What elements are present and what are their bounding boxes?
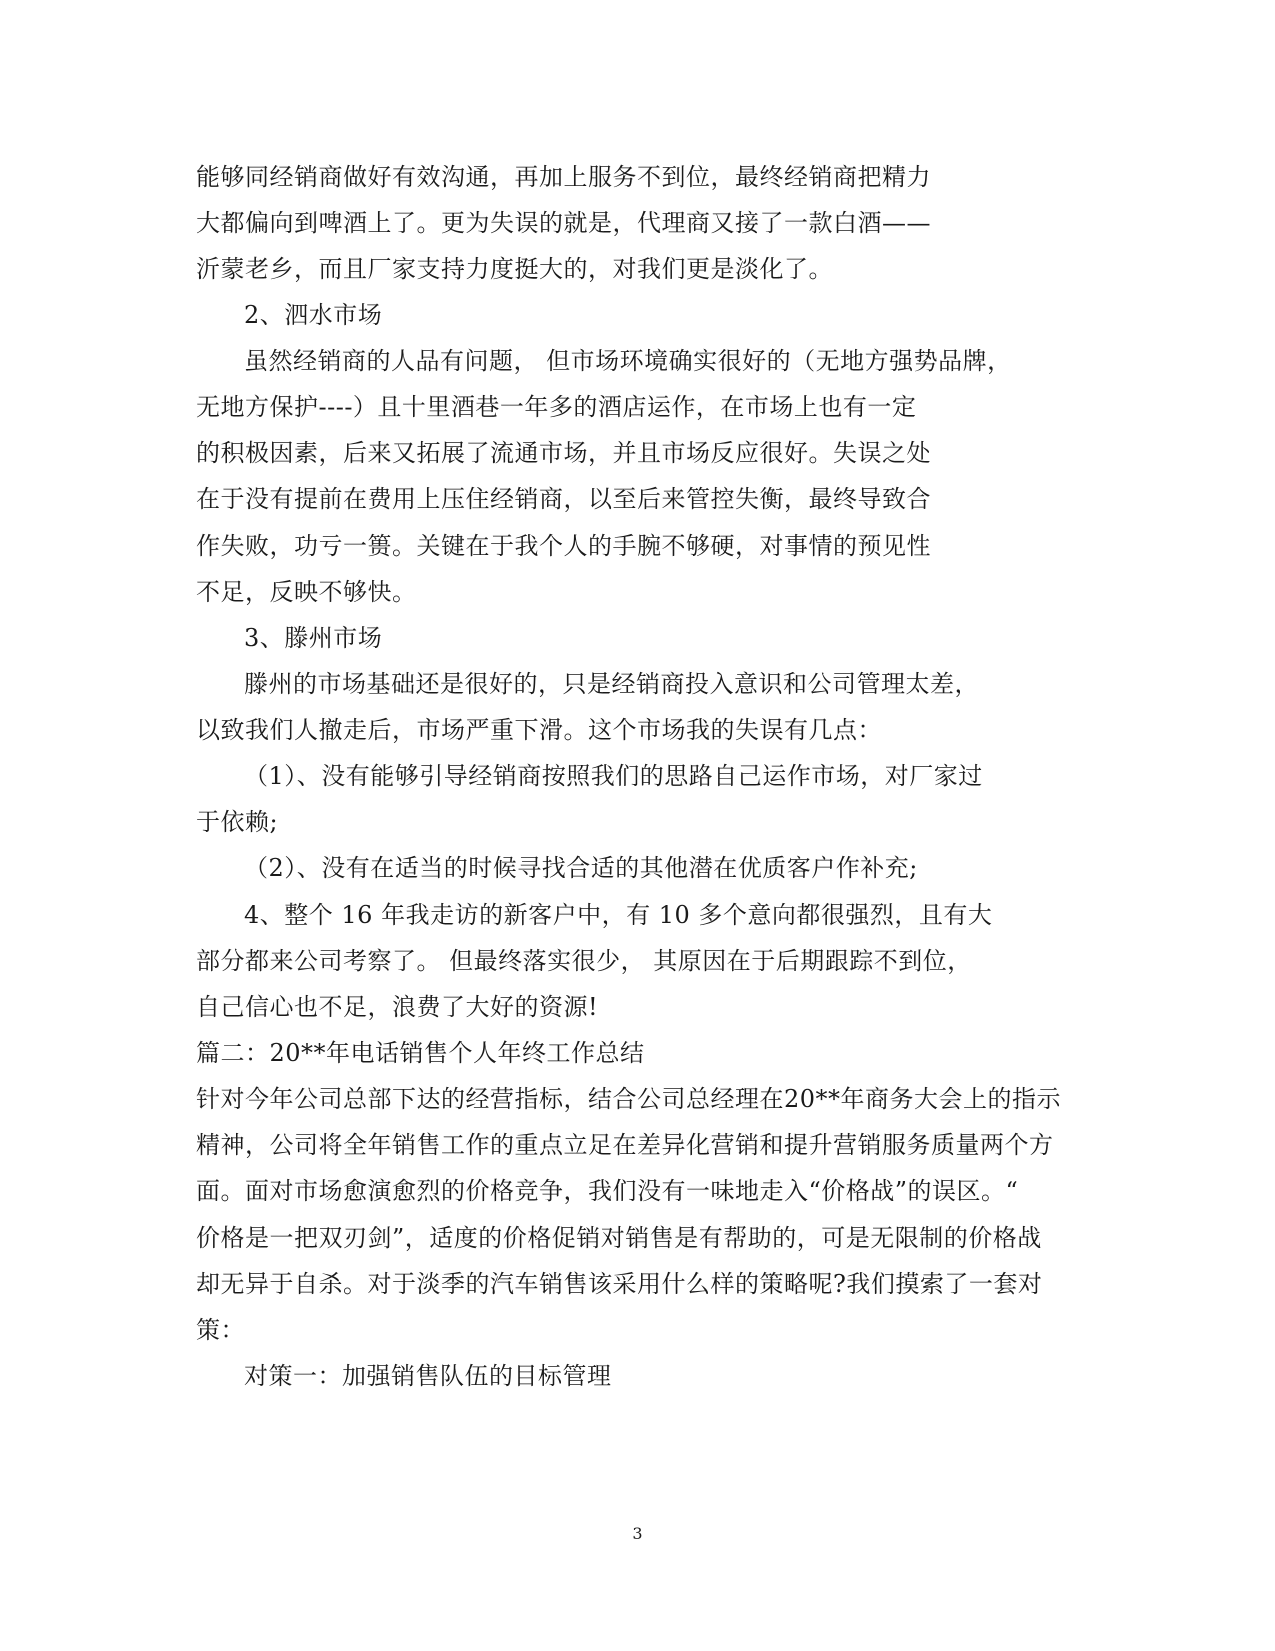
text-line: 沂蒙老乡，而且厂家支持力度挺大的，对我们更是淡化了。	[196, 255, 833, 283]
text-line: 针对今年公司总部下达的经营指标，结合公司总经理在20**年商务大会上的指示	[196, 1085, 1062, 1113]
text-line: 作失败，功亏一篑。关键在于我个人的手腕不够硬，对事情的预见性	[196, 532, 931, 560]
section-heading: 对策一：加强销售队伍的目标管理	[244, 1362, 612, 1390]
text-line: 部分都来公司考察了。 但最终落实很少， 其原因在于后期跟踪不到位，	[196, 947, 972, 975]
text-line: 精神，公司将全年销售工作的重点立足在差异化营销和提升营销服务质量两个方	[196, 1131, 1054, 1159]
section-heading: 3、滕州市场	[244, 624, 383, 652]
text-line: 虽然经销商的人品有问题， 但市场环境确实很好的（无地方强势品牌，	[244, 347, 1012, 375]
text-line: 在于没有提前在费用上压住经销商，以至后来管控失衡，最终导致合	[196, 485, 931, 513]
text-line: 自己信心也不足，浪费了大好的资源!	[196, 993, 599, 1021]
article-heading: 篇二：20**年电话销售个人年终工作总结	[196, 1039, 645, 1067]
text-line: 却无异于自杀。对于淡季的汽车销售该采用什么样的策略呢?我们摸索了一套对	[196, 1270, 1043, 1298]
text-line: 不足，反映不够快。	[196, 578, 417, 606]
text-line: 无地方保护----）且十里酒巷一年多的酒店运作，在市场上也有一定	[196, 393, 917, 421]
text-line: （1）、没有能够引导经销商按照我们的思路自己运作市场，对厂家过	[244, 762, 983, 790]
section-heading: 2、泗水市场	[244, 301, 383, 329]
text-line: 能够同经销商做好有效沟通，再加上服务不到位，最终经销商把精力	[196, 163, 931, 191]
page-number: 3	[632, 1524, 643, 1543]
text-line: 策：	[196, 1316, 245, 1344]
text-line: 价格是一把双刃剑”，适度的价格促销对销售是有帮助的，可是无限制的价格战	[196, 1224, 1042, 1252]
text-line: 的积极因素，后来又拓展了流通市场，并且市场反应很好。失误之处	[196, 439, 931, 467]
text-line: 于依赖;	[196, 808, 279, 836]
text-line: 4、整个 16 年我走访的新客户中，有 10 多个意向都很强烈，且有大	[244, 901, 993, 929]
text-line: （2）、没有在适当的时候寻找合适的其他潜在优质客户作补充;	[244, 854, 918, 882]
text-line: 大都偏向到啤酒上了。更为失误的就是，代理商又接了一款白酒——	[196, 209, 931, 237]
text-line: 以致我们人撤走后，市场严重下滑。这个市场我的失误有几点：	[196, 716, 882, 744]
text-line: 滕州的市场基础还是很好的，只是经销商投入意识和公司管理太差，	[244, 670, 979, 698]
text-line: 面。面对市场愈演愈烈的价格竞争，我们没有一味地走入“价格战”的误区。“	[196, 1177, 1019, 1205]
